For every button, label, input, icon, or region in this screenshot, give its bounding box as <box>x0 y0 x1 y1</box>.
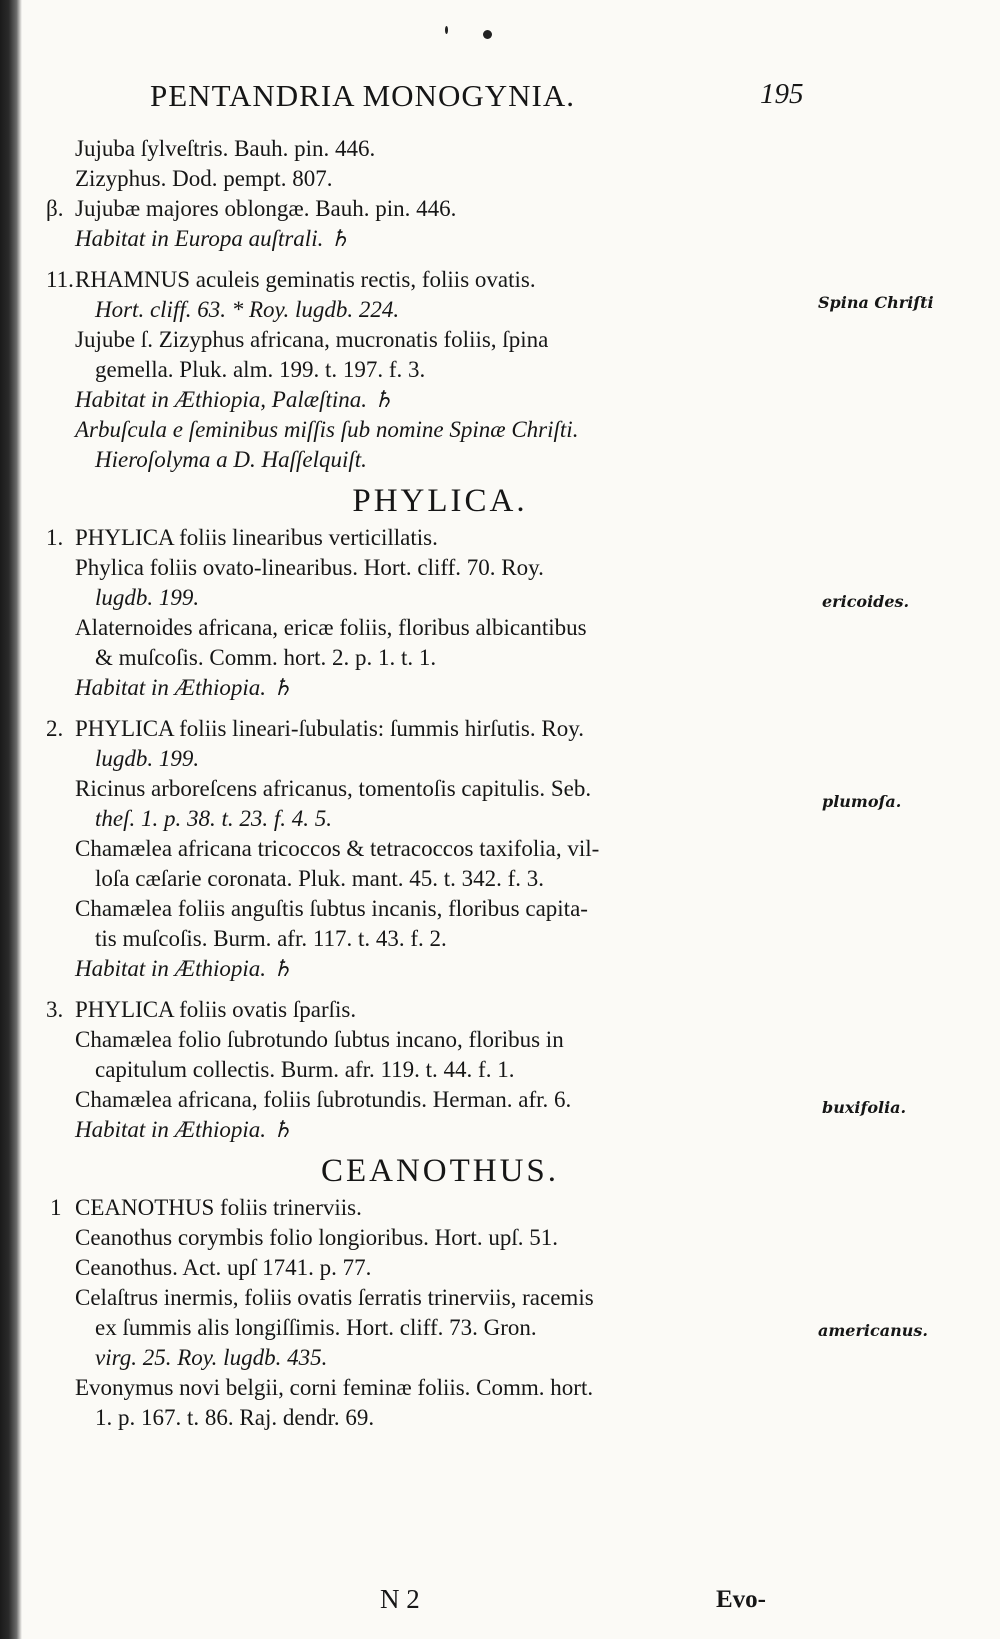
text-line: β. Jujubæ majores oblongæ. Bauh. pin. 446. <box>46 196 457 221</box>
text-line: Ricinus arboreſcens africanus, tomentoſis capitulis. Seb. <box>75 776 592 801</box>
trivial-name-plumosa: plumoſa. <box>822 792 902 811</box>
text-line: virg. 25. Roy. lugdb. 435. <box>95 1345 328 1370</box>
text-line: Hieroſolyma a D. Haſſelquiſt. <box>95 447 367 472</box>
species-entry: 1 CEANOTHUS foliis trinerviis. <box>50 1195 362 1220</box>
species-entry: 3. PHYLICA foliis ovatis ſparſis. <box>46 997 357 1022</box>
text-line: loſa cæſarie coronata. Pluk. mant. 45. t. 342. f. 3. <box>95 866 545 891</box>
running-head: PENTANDRIA MONOGYNIA. <box>150 78 575 113</box>
species-entry: 2. PHYLICA foliis lineari-ſubulatis: ſummis hirſutis. Roy. <box>46 716 584 741</box>
text-line: lugdb. 199. <box>95 746 200 771</box>
page-body <box>46 134 920 1433</box>
text-line: Phylica foliis ovato-linearibus. Hort. cliff. 70. Roy. <box>75 555 544 580</box>
text-line: Alaternoides africana, ericæ foliis, floribus albicantibus <box>75 615 587 640</box>
text-line: Habitat in Europa auſtrali. ♄ <box>75 226 350 251</box>
text-line: Evonymus novi belgii, corni feminæ foliis. Comm. hort. <box>75 1375 594 1400</box>
text-line: Habitat in Æthiopia. ♄ <box>75 1117 293 1142</box>
genus-title-ceanothus: CEANOTHUS. <box>320 1153 560 1189</box>
text-line: Chamælea folio ſubrotundo ſubtus incano, floribus in <box>75 1027 564 1052</box>
binding-gutter <box>0 0 22 1639</box>
text-line: gemella. Pluk. alm. 199. t. 197. f. 3. <box>95 357 426 382</box>
text-line: & muſcoſis. Comm. hort. 2. p. 1. t. 1. <box>95 645 437 670</box>
text-line: Celaſtrus inermis, foliis ovatis ſerratis trinerviis, racemis <box>75 1285 594 1310</box>
text-line: Chamælea africana tricoccos & tetracoccos taxifolia, vil- <box>75 836 600 861</box>
text-line: Habitat in Æthiopia. ♄ <box>75 675 293 700</box>
text-line: Hort. cliff. 63. * Roy. lugdb. 224. <box>95 297 400 322</box>
text-line: tis muſcoſis. Burm. afr. 117. t. 43. f. 2. <box>95 926 447 951</box>
text-line: Jujube ſ. Zizyphus africana, mucronatis foliis, ſpina <box>75 327 549 352</box>
text-line: Ceanothus. Act. upſ 1741. p. 77. <box>75 1255 372 1280</box>
text-line: Jujuba ſylveſtris. Bauh. pin. 446. <box>75 136 376 161</box>
text-line: Chamælea foliis anguſtis ſubtus incanis, floribus capita- <box>75 896 588 921</box>
text-line: 1. p. 167. t. 86. Raj. dendr. 69. <box>95 1405 375 1430</box>
text-line: lugdb. 199. <box>95 585 200 610</box>
trivial-name-buxifolia: buxifolia. <box>822 1098 907 1117</box>
text-line: Arbuſcula e ſeminibus miſſis ſub nomine Spinæ Chriſti. <box>75 417 579 442</box>
text-line: Ceanothus corymbis folio longioribus. Hort. upſ. 51. <box>75 1225 558 1250</box>
catchword: Evo- <box>716 1586 766 1613</box>
signature-mark: N 2 <box>380 1584 420 1614</box>
page-header <box>150 78 830 118</box>
trivial-name-ericoides: ericoides. <box>822 592 910 611</box>
text-line: theſ. 1. p. 38. t. 23. f. 4. 5. <box>95 806 333 831</box>
text-line: Habitat in Æthiopia, Palæſtina. ♄ <box>75 387 394 412</box>
species-entry: 1. PHYLICA foliis linearibus verticillatis. <box>46 525 438 550</box>
text-line: Chamælea africana, foliis ſubrotundis. Herman. afr. 6. <box>75 1087 572 1112</box>
page-number: 195 <box>760 78 804 110</box>
text-line: ex ſummis alis longiſſimis. Hort. cliff. 73. Gron. <box>95 1315 537 1340</box>
text-line: Habitat in Æthiopia. ♄ <box>75 956 293 981</box>
genus-title-phylica: PHYLICA. <box>352 483 528 519</box>
ink-speck <box>483 30 492 39</box>
trivial-name-spina-christi: Spina Chriſti <box>818 293 934 312</box>
text-line: capitulum collectis. Burm. afr. 119. t. 44. f. 1. <box>95 1057 515 1082</box>
text-line: Zizyphus. Dod. pempt. 807. <box>75 166 333 191</box>
trivial-name-americanus: americanus. <box>818 1321 928 1340</box>
ink-speck <box>445 26 448 34</box>
species-entry: 11. RHAMNUS aculeis geminatis rectis, foliis ovatis. <box>46 267 536 292</box>
